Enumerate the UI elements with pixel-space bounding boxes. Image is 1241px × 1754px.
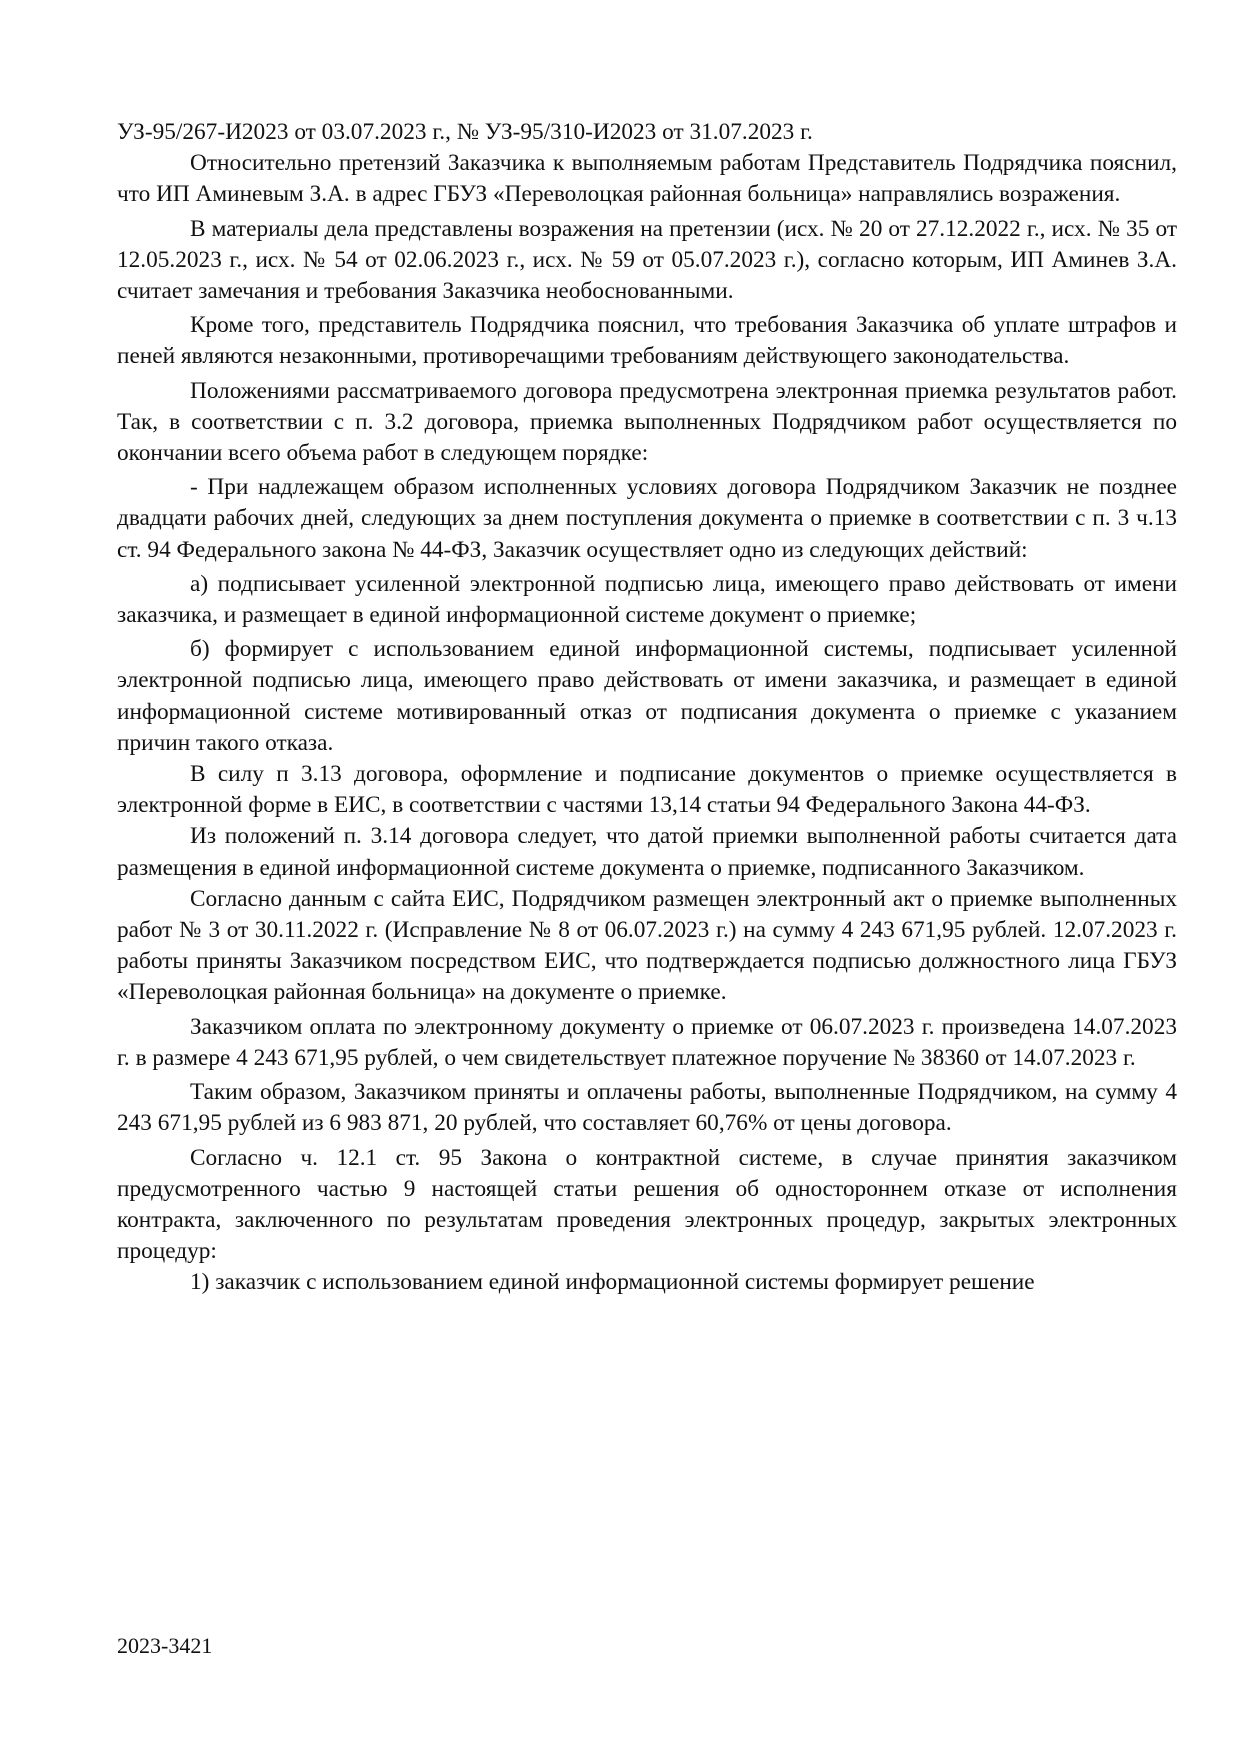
paragraph-6: - При надлежащем образом исполненных условиях договора Подрядчиком Заказчик не позднее двадцати рабочих дней, следующих за днем поступления документа о приемке в соответствии с п. 3 ч.13 ст. 94 Федерального закона № 44-ФЗ, Заказчик осуществляет одно из следующих действий: [117, 474, 1177, 563]
paragraph-7: а) подписывает усиленной электронной подписью лица, имеющего право действовать от имени заказчика, и размещает в единой информационной системе документ о приемке; [117, 570, 1177, 629]
paragraph-5: Положениями рассматриваемого договора предусмотрена электронная приемка результатов работ. Так, в соответствии с п. 3.2 договора, приемка выполненных Подрядчиком работ осуществляется по окончании всего объема работ в следующем порядке: [117, 377, 1177, 467]
paragraph-4: Кроме того, представитель Подрядчика пояснил, что требования Заказчика об уплате штрафов и пеней являются незаконными, противоречащими требованиям действующего законодательства. [117, 312, 1177, 370]
paragraph-13: Таким образом, Заказчиком приняты и оплачены работы, выполненные Подрядчиком, на сумму 4 243 671,95 рублей из 6 983 871, 20 рублей, что составляет 60,76% от цены договора. [117, 1079, 1177, 1137]
paragraph-2: Относительно претензий Заказчика к выполняемым работам Представитель Подрядчика пояснил, что ИП Аминевым З.А. в адрес ГБУЗ «Переволоцкая районная больница» направлялись возражения. [117, 150, 1177, 208]
paragraph-15: 1) заказчик с использованием единой информационной системы формирует решение [190, 1269, 1035, 1296]
paragraph-3: В материалы дела представлены возражения на претензии (исх. № 20 от 27.12.2022 г., исх. № 35 от 12.05.2023 г., исх. № 54 от 02.06.2023 г., исх. № 59 от 05.07.2023 г.), согласно которым, ИП Аминев З.А. считает замечания и требования Заказчика необоснованными. [117, 215, 1177, 305]
page-number: 2023-3421 [117, 1633, 213, 1658]
paragraph-11: Согласно данным с сайта ЕИС, Подрядчиком размещен электронный акт о приемке выполненных работ № 3 от 30.11.2022 г. (Исправление № 8 от 06.07.2023 г.) на сумму 4 243 671,95 рублей. 12.07.2023 г. работы приняты Заказчиком посредством ЕИС, что подтверждается подписью должностного лица ГБУЗ «Переволоцкая районная больница» на документе о приемке. [117, 885, 1177, 1006]
document-body [117, 117, 1177, 1299]
paragraph-12: Заказчиком оплата по электронному документу о приемке от 06.07.2023 г. произведена 14.07.2023 г. в размере 4 243 671,95 рублей, о чем свидетельствует платежное поручение № 38360 от 14.07.2023 г. [117, 1013, 1177, 1071]
paragraph-14: Согласно ч. 12.1 ст. 95 Закона о контрактной системе, в случае принятия заказчиком предусмотренного частью 9 настоящей статьи решения об одностороннем отказе от исполнения контракта, заключенного по результатам проведения электронных процедур, закрытых электронных процедур: [117, 1144, 1177, 1265]
paragraph-9: В силу п 3.13 договора, оформление и подписание документов о приемке осуществляется в электронной форме в ЕИС, в соответствии с частями 13,14 статьи 94 Федерального Закона 44-ФЗ. [117, 761, 1177, 819]
paragraph-8: б) формирует с использованием единой информационной системы, подписывает усиленной электронной подписью лица, имеющего право действовать от имени заказчика, и размещает в единой информационной системе мотивированный отказ от подписания документа о приемке с указанием причин такого отказа. [117, 636, 1177, 756]
paragraph-10: Из положений п. 3.14 договора следует, что датой приемки выполненной работы считается дата размещения в единой информационной системе документа о приемке, подписанного Заказчиком. [117, 823, 1177, 881]
paragraph-1: УЗ-95/267-И2023 от 03.07.2023 г., № УЗ-95/310-И2023 от 31.07.2023 г. [117, 119, 813, 145]
